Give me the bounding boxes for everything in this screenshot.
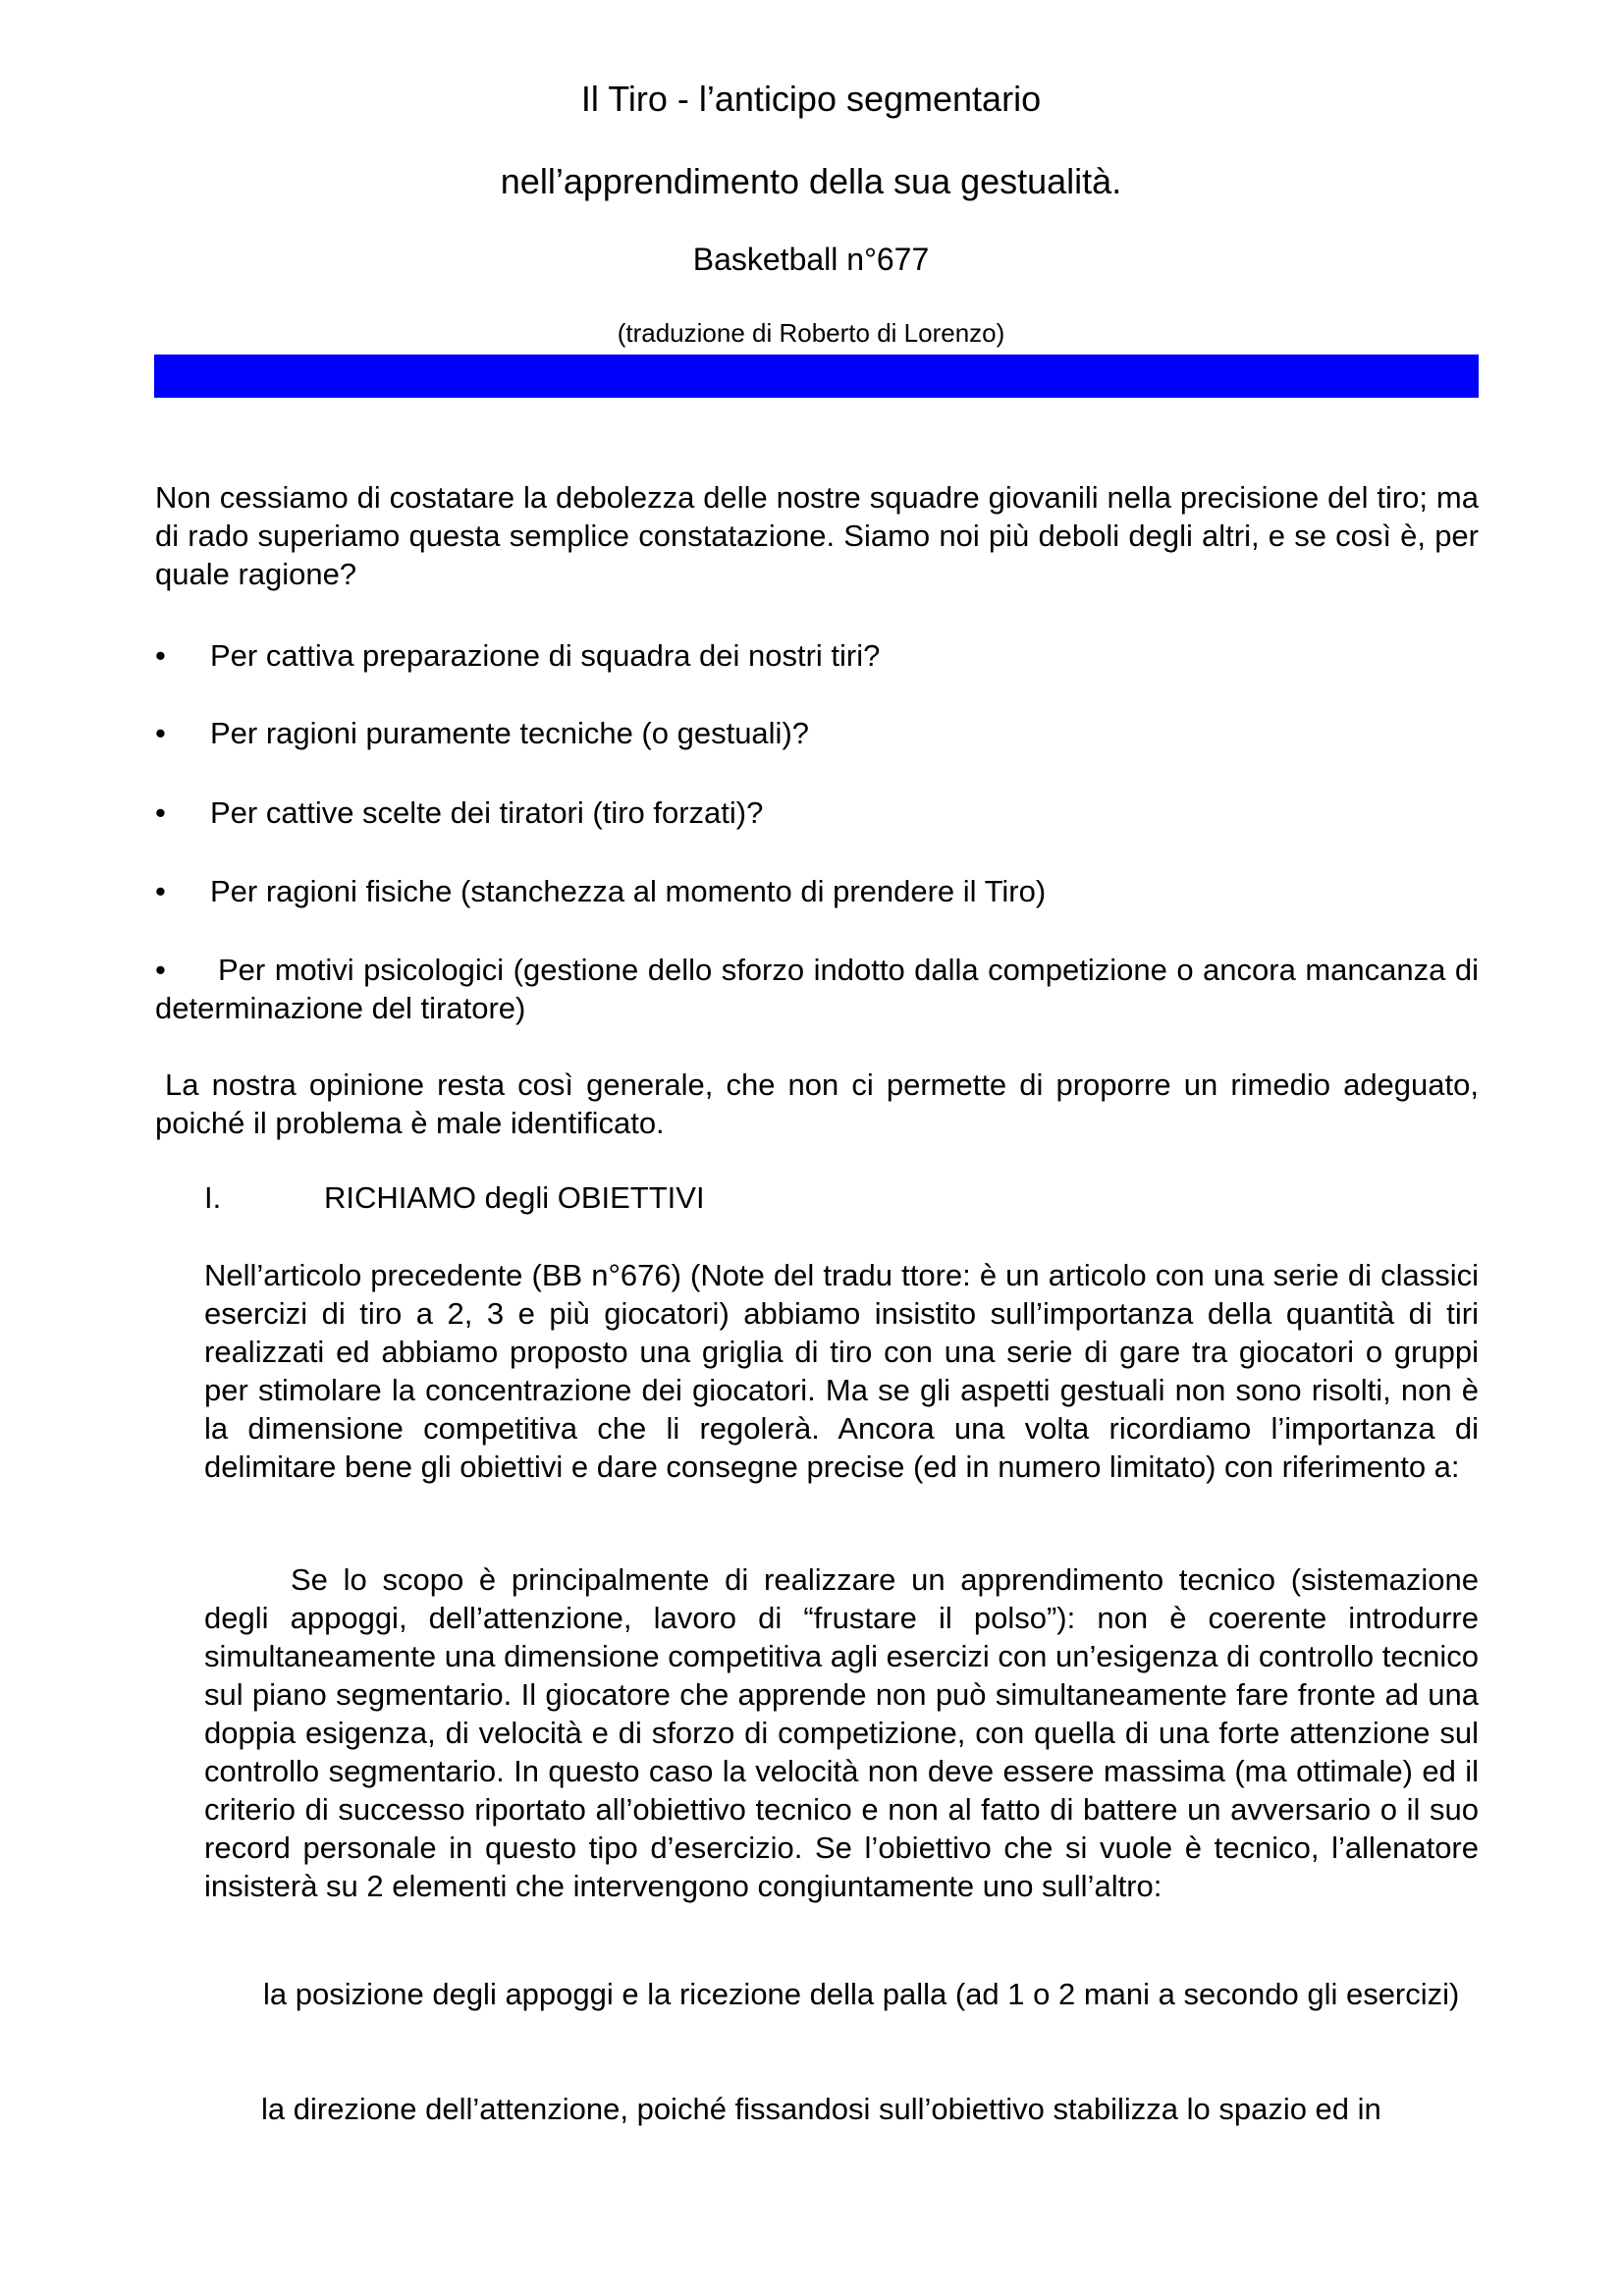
list-item-text: Per cattiva preparazione di squadra dei nostri tiri? <box>210 638 881 673</box>
list-item-text: Per ragioni fisiche (stanchezza al momento di prendere il Tiro) <box>210 874 1047 908</box>
bullet-icon: • <box>155 638 166 673</box>
list-item-text: Per cattive scelte dei tiratori (tiro forzati)? <box>210 795 764 830</box>
bullet-icon: • <box>155 953 166 987</box>
section-number: I. <box>204 1180 222 1215</box>
header-divider-bar <box>154 355 1479 398</box>
bullet-icon: • <box>155 874 166 908</box>
document-title-line-2: nell’apprendimento della sua gestualità. <box>500 161 1122 201</box>
list-item <box>155 872 1479 910</box>
article-paragraph: Nell’articolo precedente (BB n°676) (Note del tradu ttore: è un articolo con una serie di classici esercizi di tiro a 2, 3 e più giocatori) abbiamo insistito sull’importanza della quantità di tiri realizzati ed abbiamo proposto una griglia di tiro con una serie di gare tra giocatori o gruppi per stimolare la concentrazione dei giocatori. Ma se gli aspetti gestuali non sono risolti, non è la dimensione competitiva che li regolerà. Ancora una volta ricordiamo l’importanza di delimitare bene gli obiettivi e dare consegne precise (ed in numero limitato) con riferimento a: <box>204 1258 1479 1484</box>
source-reference: Basketball n°677 <box>692 242 930 277</box>
list-item <box>155 636 1479 675</box>
section-title: RICHIAMO degli OBIETTIVI <box>324 1180 705 1215</box>
list-item <box>155 793 1479 832</box>
list-item <box>155 714 1479 752</box>
list-item <box>155 951 1479 1027</box>
document-title-line-1: Il Tiro - l’anticipo segmentario <box>580 79 1042 119</box>
list-item-text: Per motivi psicologici (gestione dello sforzo indotto dalla competizione o ancora mancanza di determinazione del tiratore) <box>155 953 1479 1025</box>
direction-paragraph: la direzione dell’attenzione, poiché fissandosi sull’obiettivo stabilizza lo spazio ed in <box>261 2092 1381 2126</box>
bullet-icon: • <box>155 716 166 750</box>
intro-paragraph: Non cessiamo di costatare la debolezza delle nostre squadre giovanili nella precisione del tiro; ma di rado superiamo questa semplice constatazione. Siamo noi più deboli degli altri, e se così è, per quale ragione? <box>155 480 1479 591</box>
section-heading <box>204 1178 705 1217</box>
bullet-icon: • <box>155 795 166 830</box>
position-paragraph: la posizione degli appoggi e la ricezione della palla (ad 1 o 2 mani a secondo gli esercizi) <box>263 1977 1460 2011</box>
list-item-text: Per ragioni puramente tecniche (o gestuali)? <box>210 716 810 750</box>
scope-paragraph: Se lo scopo è principalmente di realizzare un apprendimento tecnico (sistemazione degli appoggi, dell’attenzione, lavoro di “frustare il polso”): non è coerente introdurre simultaneamente una dimensione competitiva agli esercizi con un’esigenza di controllo tecnico sul piano segmentario. Il giocatore che apprende non può simultaneamente fare fronte ad una doppia esigenza, di velocità e di sforzo di competizione, con quella di una forte attenzione sul controllo segmentario. In questo caso la velocità non deve essere massima (ma ottimale) ed il criterio di successo riportato all’obiettivo tecnico e non al fatto di battere un avversario o il suo record personale in questo tipo d’esercizio. Se l’obiettivo che si vuole è tecnico, l’allenatore insisterà su 2 elementi che intervengono congiuntamente uno sull’altro: <box>204 1562 1479 1903</box>
opinion-paragraph: La nostra opinione resta così generale, che non ci permette di proporre un rimedio adeguato, poiché il problema è male identificato. <box>155 1067 1479 1140</box>
translator-credit: (traduzione di Roberto di Lorenzo) <box>617 318 1005 348</box>
